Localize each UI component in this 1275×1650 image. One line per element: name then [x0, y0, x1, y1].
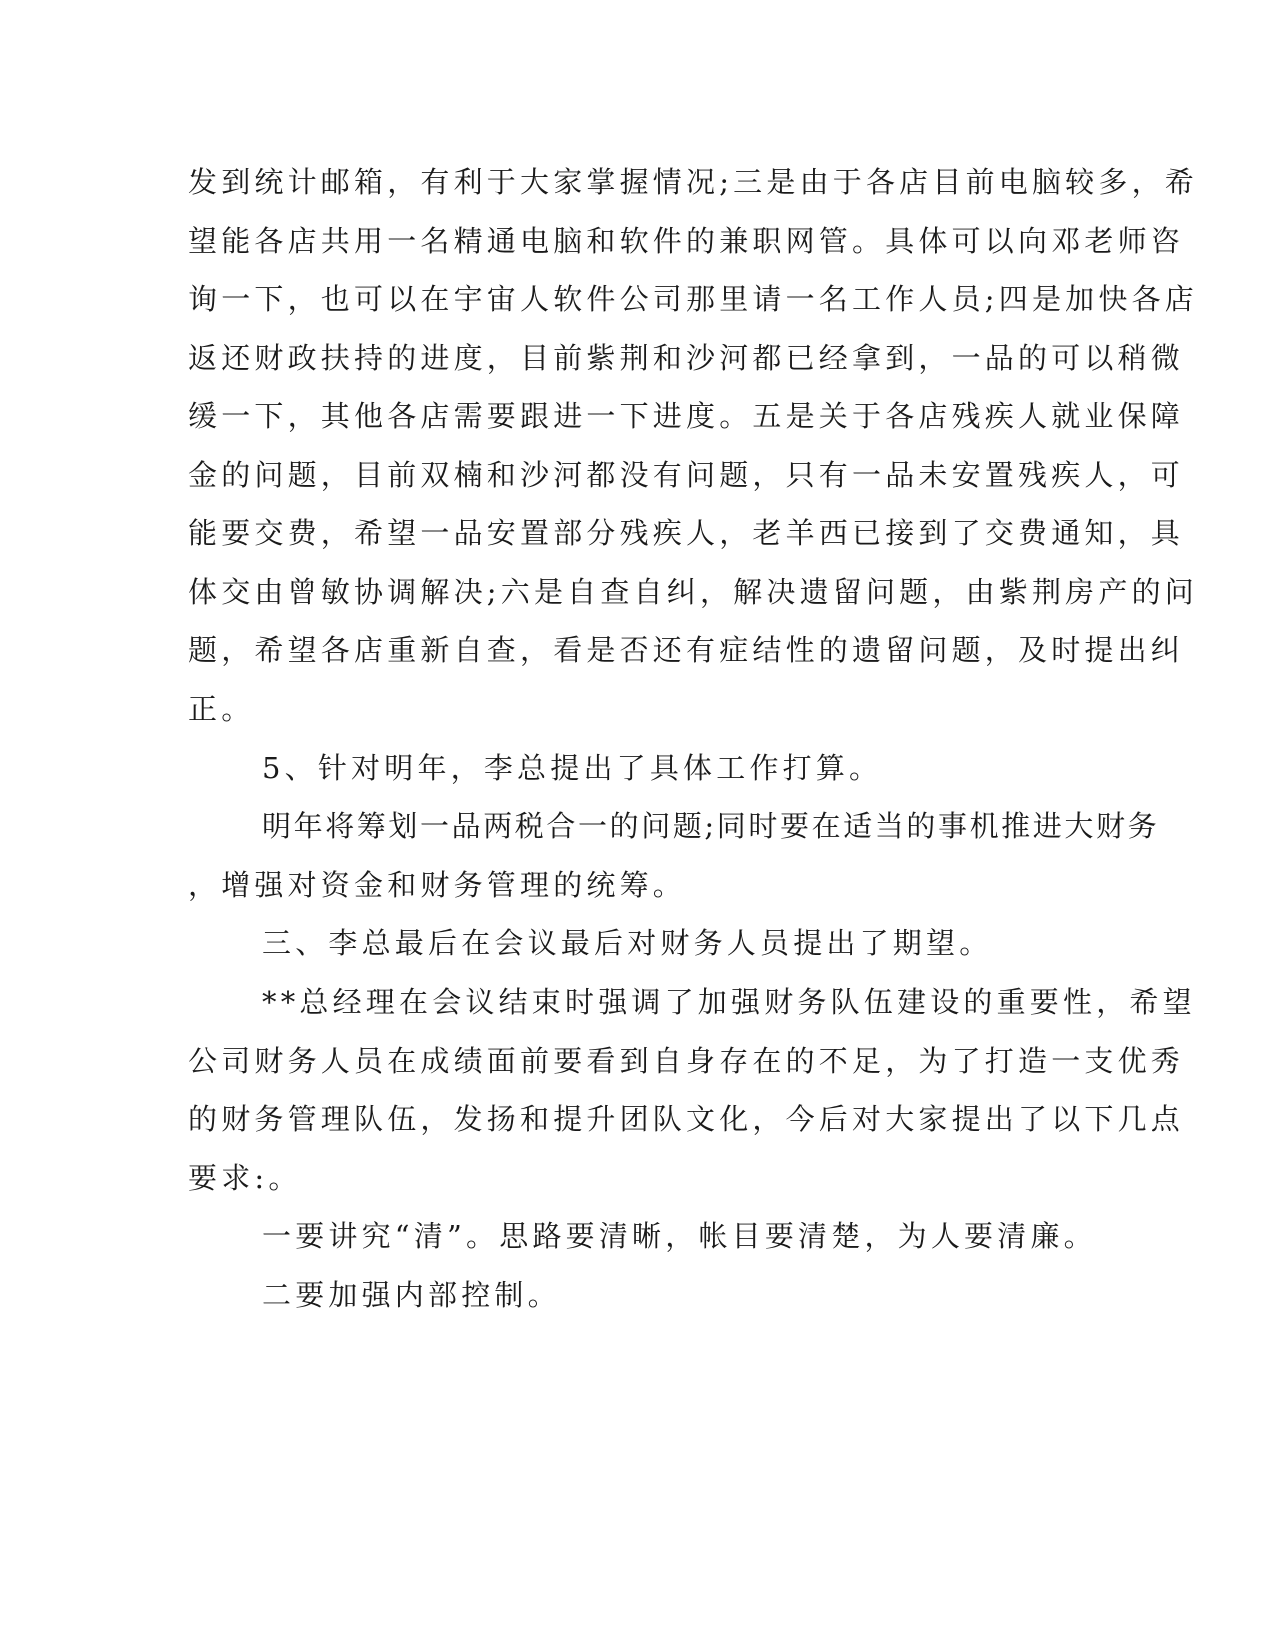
list-item: 二要加强内部控制。 [262, 1278, 561, 1312]
paragraph-line: 明年将筹划一品两税合一的问题;同时要在适当的事机推进大财务 [262, 809, 1160, 843]
section-heading: 三、李总最后在会议最后对财务人员提出了期望。 [262, 926, 993, 960]
paragraph-line: 返还财政扶持的进度，目前紫荆和沙河都已经拿到，一品的可以稍微 [188, 341, 1185, 375]
list-item: 一要讲究“清”。思路要清晰，帐目要清楚，为人要清廉。 [262, 1219, 1097, 1253]
paragraph-line: 公司财务人员在成绩面前要看到自身存在的不足，为了打造一支优秀 [188, 1044, 1185, 1078]
paragraph-line: 询一下，也可以在宇宙人软件公司那里请一名工作人员;四是加快各店 [188, 282, 1198, 316]
paragraph-line: 的财务管理队伍，发扬和提升团队文化，今后对大家提出了以下几点 [188, 1102, 1185, 1136]
paragraph-line: 要求:。 [188, 1161, 302, 1195]
paragraph-line: 金的问题，目前双楠和沙河都没有问题，只有一品未安置残疾人，可 [188, 458, 1185, 492]
section-heading: 5、针对明年，李总提出了具体工作打算。 [262, 751, 883, 785]
paragraph-line: **总经理在会议结束时强调了加强财务队伍建设的重要性，希望 [262, 985, 1196, 1019]
paragraph-line: 能要交费，希望一品安置部分残疾人，老羊西已接到了交费通知，具 [188, 516, 1185, 550]
paragraph-line: 正。 [188, 692, 255, 726]
paragraph-line: 缓一下，其他各店需要跟进一下进度。五是关于各店残疾人就业保障 [188, 399, 1185, 433]
paragraph-line: 题，希望各店重新自查，看是否还有症结性的遗留问题，及时提出纠 [188, 633, 1185, 667]
paragraph-line: 望能各店共用一名精通电脑和软件的兼职网管。具体可以向邓老师咨 [188, 224, 1185, 258]
paragraph-line: 发到统计邮箱，有利于大家掌握情况;三是由于各店目前电脑较多，希 [188, 165, 1198, 199]
paragraph-line: 体交由曾敏协调解决;六是自查自纠，解决遗留问题，由紫荆房产的问 [188, 575, 1198, 609]
paragraph-line: ，增强对资金和财务管理的统筹。 [188, 868, 687, 902]
